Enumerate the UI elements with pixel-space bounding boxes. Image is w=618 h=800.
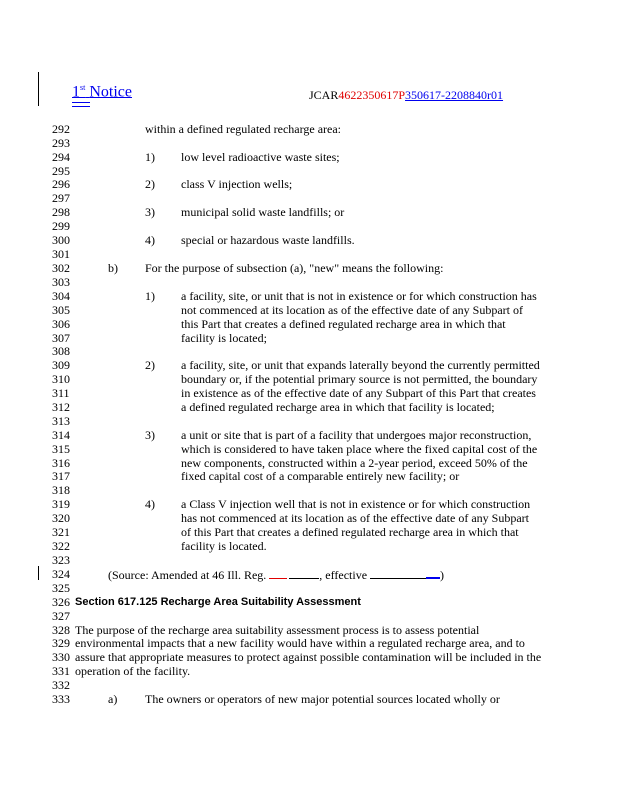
line-number: 298 xyxy=(52,205,70,219)
item-number: 3) xyxy=(145,205,155,219)
body-line: operation of the facility. xyxy=(75,664,191,678)
item-number: 3) xyxy=(145,428,155,442)
line-number: 318 xyxy=(52,483,70,497)
line-number: 319 xyxy=(52,497,70,511)
jcar-deleted: 4622350617P xyxy=(338,88,406,102)
line-number: 296 xyxy=(52,177,70,191)
body-line: low level radioactive waste sites; xyxy=(181,150,340,164)
line-number: 300 xyxy=(52,233,70,247)
line-number: 303 xyxy=(52,275,70,289)
body-line: new components, constructed within a 2-year period, exceed 50% of the xyxy=(181,456,528,470)
effective-date-blank xyxy=(370,568,426,579)
line-number: 301 xyxy=(52,247,70,261)
body-line: assure that appropriate measures to protect against possible contamination will be included in the xyxy=(75,650,542,664)
item-number: 4) xyxy=(145,497,155,511)
line-number: 311 xyxy=(52,386,70,400)
body-line: environmental impacts that a new facility would have within a regulated recharge area, and to xyxy=(75,636,525,650)
line-number: 295 xyxy=(52,164,70,178)
item-number: 4) xyxy=(145,233,155,247)
line-number: 310 xyxy=(52,372,70,386)
line-number: 309 xyxy=(52,358,70,372)
line-number: 294 xyxy=(52,150,70,164)
line-number: 333 xyxy=(52,692,70,706)
line-number: 325 xyxy=(52,581,70,595)
notice-number: 1 xyxy=(72,83,80,101)
body-line: not commenced at its location as of the effective date of any Subpart of xyxy=(181,303,523,317)
body-line: For the purpose of subsection (a), "new" means the following: xyxy=(145,261,444,275)
item-number: 2) xyxy=(145,358,155,372)
line-number: 331 xyxy=(52,664,70,678)
line-number: 320 xyxy=(52,511,70,525)
notice-title xyxy=(72,83,132,101)
notice-label: Notice xyxy=(89,83,132,101)
line-number: 299 xyxy=(52,219,70,233)
line-number: 332 xyxy=(52,678,70,692)
notice-superscript: st xyxy=(80,83,86,92)
body-line: The purpose of the recharge area suitability assessment process is to assess potential xyxy=(75,623,480,637)
line-number: 305 xyxy=(52,303,70,317)
body-line: a facility, site, or unit that is not in existence or for which construction has xyxy=(181,289,537,303)
source-open: (Source: Amended at 46 Ill. Reg. xyxy=(108,568,270,582)
line-number: 323 xyxy=(52,553,70,567)
line-number: 328 xyxy=(52,623,70,637)
line-number: 306 xyxy=(52,317,70,331)
reg-volume-deleted-blank xyxy=(269,568,287,579)
body-line: this Part that creates a defined regulated recharge area in which that xyxy=(181,317,506,331)
line-number: 316 xyxy=(52,456,70,470)
line-number: 302 xyxy=(52,261,70,275)
line-number: 330 xyxy=(52,650,70,664)
source-effective: , effective xyxy=(319,568,371,582)
subsection-label: a) xyxy=(108,692,118,706)
source-note xyxy=(108,567,444,582)
body-line: has not commenced at its location as of the effective date of any Subpart xyxy=(181,511,529,525)
line-number: 314 xyxy=(52,428,70,442)
line-number: 326 xyxy=(52,595,70,609)
body-line: which is considered to have taken place where the fixed capital cost of the xyxy=(181,442,538,456)
notice-double-underline xyxy=(72,102,90,107)
source-close: ) xyxy=(440,568,445,582)
line-number: 329 xyxy=(52,636,70,650)
line-number: 315 xyxy=(52,442,70,456)
line-number: 317 xyxy=(52,469,70,483)
body-line: in existence as of the effective date of any Subpart of this Part that creates xyxy=(181,386,536,400)
jcar-identifier xyxy=(309,88,503,103)
body-line: fixed capital cost of a comparable entirely new facility; or xyxy=(181,469,460,483)
body-line: The owners or operators of new major potential sources located wholly or xyxy=(145,692,500,706)
body-line: facility is located; xyxy=(181,331,267,345)
reg-page-blank xyxy=(289,568,319,579)
body-line: facility is located. xyxy=(181,539,267,553)
line-number: 304 xyxy=(52,289,70,303)
line-number: 308 xyxy=(52,344,70,358)
item-number: 2) xyxy=(145,177,155,191)
effective-date-inserted-blank xyxy=(426,567,440,579)
body-line: class V injection wells; xyxy=(181,177,293,191)
body-line: of this Part that creates a defined regulated recharge area in which that xyxy=(181,525,519,539)
body-line: special or hazardous waste landfills. xyxy=(181,233,355,247)
line-number: 297 xyxy=(52,191,70,205)
change-bar-top xyxy=(38,72,39,106)
body-line: municipal solid waste landfills; or xyxy=(181,205,345,219)
body-line: a defined regulated recharge area in which that facility is located; xyxy=(181,400,495,414)
line-number: 307 xyxy=(52,331,70,345)
line-number: 293 xyxy=(52,136,70,150)
body-line: a facility, site, or unit that expands laterally beyond the currently permitted xyxy=(181,358,540,372)
line-number: 322 xyxy=(52,539,70,553)
body-line: a Class V injection well that is not in existence or for which construction xyxy=(181,497,531,511)
body-line: within a defined regulated recharge area: xyxy=(145,122,342,136)
line-number: 313 xyxy=(52,414,70,428)
jcar-inserted: 350617-2208840r01 xyxy=(405,88,504,102)
jcar-prefix: JCAR xyxy=(309,88,339,102)
line-number: 324 xyxy=(52,567,70,581)
line-number: 312 xyxy=(52,400,70,414)
line-number: 292 xyxy=(52,122,70,136)
body-line: a unit or site that is part of a facility that undergoes major reconstruction, xyxy=(181,428,532,442)
line-number: 327 xyxy=(52,609,70,623)
change-bar-source xyxy=(38,566,39,580)
section-heading: Section 617.125 Recharge Area Suitability Assessment xyxy=(75,596,361,608)
item-number: 1) xyxy=(145,150,155,164)
line-number: 321 xyxy=(52,525,70,539)
body-line: boundary or, if the potential primary source is not permitted, the boundary xyxy=(181,372,538,386)
item-number: 1) xyxy=(145,289,155,303)
subsection-label: b) xyxy=(108,261,118,275)
